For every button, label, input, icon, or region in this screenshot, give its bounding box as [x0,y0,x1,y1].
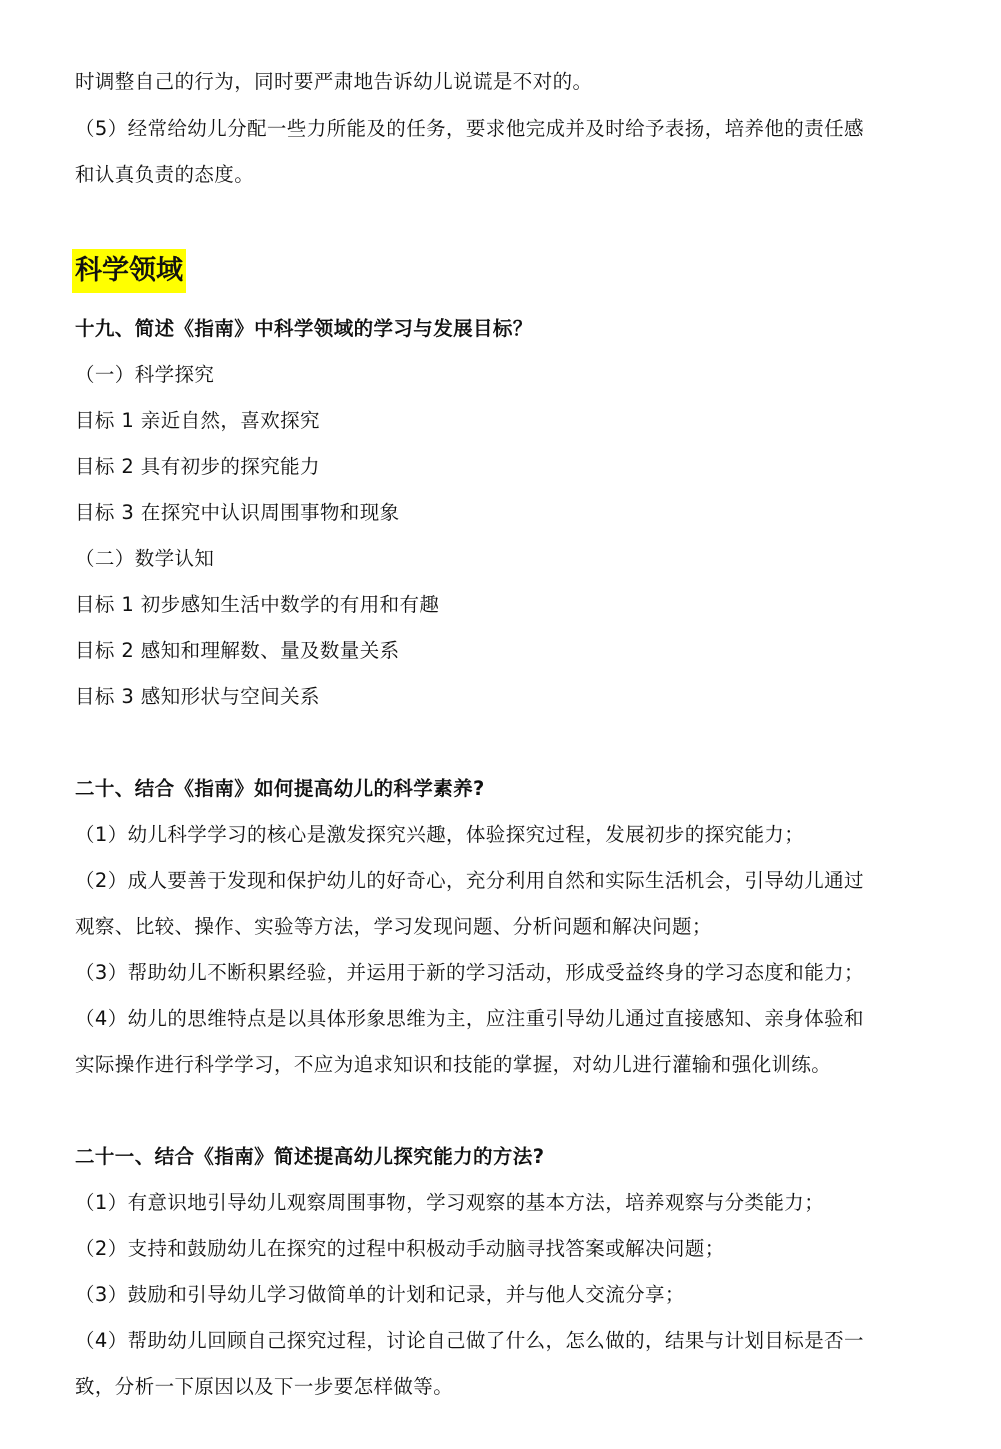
list-item: 目标 2 具有初步的探究能力 [75,455,320,478]
list-item: 目标 1 初步感知生活中数学的有用和有趣 [75,593,440,616]
paragraph-line: 时调整自己的行为，同时要严肃地告诉幼儿说谎是不对的。 [75,70,593,93]
list-item: 观察、比较、操作、实验等方法，学习发现问题、分析问题和解决问题； [75,915,712,938]
list-item: （4）幼儿的思维特点是以具体形象思维为主，应注重引导幼儿通过直接感知、亲身体验和 [75,1007,864,1030]
list-item: 目标 1 亲近自然，喜欢探究 [75,409,320,432]
question-20-title: 二十、结合《指南》如何提高幼儿的科学素养? [75,777,485,800]
list-item: （2）支持和鼓励幼儿在探究的过程中积极动手动脑寻找答案或解决问题； [75,1237,725,1260]
list-item: 实际操作进行科学学习，不应为追求知识和技能的掌握，对幼儿进行灌输和强化训练。 [75,1053,832,1076]
list-item: 目标 3 感知形状与空间关系 [75,685,320,708]
paragraph-line: （5）经常给幼儿分配一些力所能及的任务，要求他完成并及时给予表扬，培养他的责任感 [75,117,864,140]
list-item: （1）幼儿科学学习的核心是激发探究兴趣，体验探究过程，发展初步的探究能力； [75,823,805,846]
list-item: 目标 3 在探究中认识周围事物和现象 [75,501,400,524]
list-item: （1）有意识地引导幼儿观察周围事物，学习观察的基本方法，培养观察与分类能力； [75,1191,825,1214]
list-item: （一）科学探究 [75,363,215,386]
question-19-title: 十九、简述《指南》中科学领域的学习与发展目标？ [75,317,533,340]
list-item: （3）鼓励和引导幼儿学习做简单的计划和记录，并与他人交流分享； [75,1283,685,1306]
paragraph-line: 和认真负责的态度。 [75,163,255,186]
list-item: 致，分析一下原因以及下一步要怎样做等。 [75,1375,454,1398]
list-item: （3）帮助幼儿不断积累经验，并运用于新的学习活动，形成受益终身的学习态度和能力； [75,961,864,984]
section-title: 科学领域 [72,249,186,293]
list-item: 目标 2 感知和理解数、量及数量关系 [75,639,400,662]
list-item: （2）成人要善于发现和保护幼儿的好奇心，充分利用自然和实际生活机会，引导幼儿通过 [75,869,864,892]
question-21-title: 二十一、结合《指南》简述提高幼儿探究能力的方法? [75,1145,545,1168]
list-item: （4）帮助幼儿回顾自己探究过程，讨论自己做了什么，怎么做的，结果与计划目标是否一 [75,1329,864,1352]
list-item: （二）数学认知 [75,547,215,570]
